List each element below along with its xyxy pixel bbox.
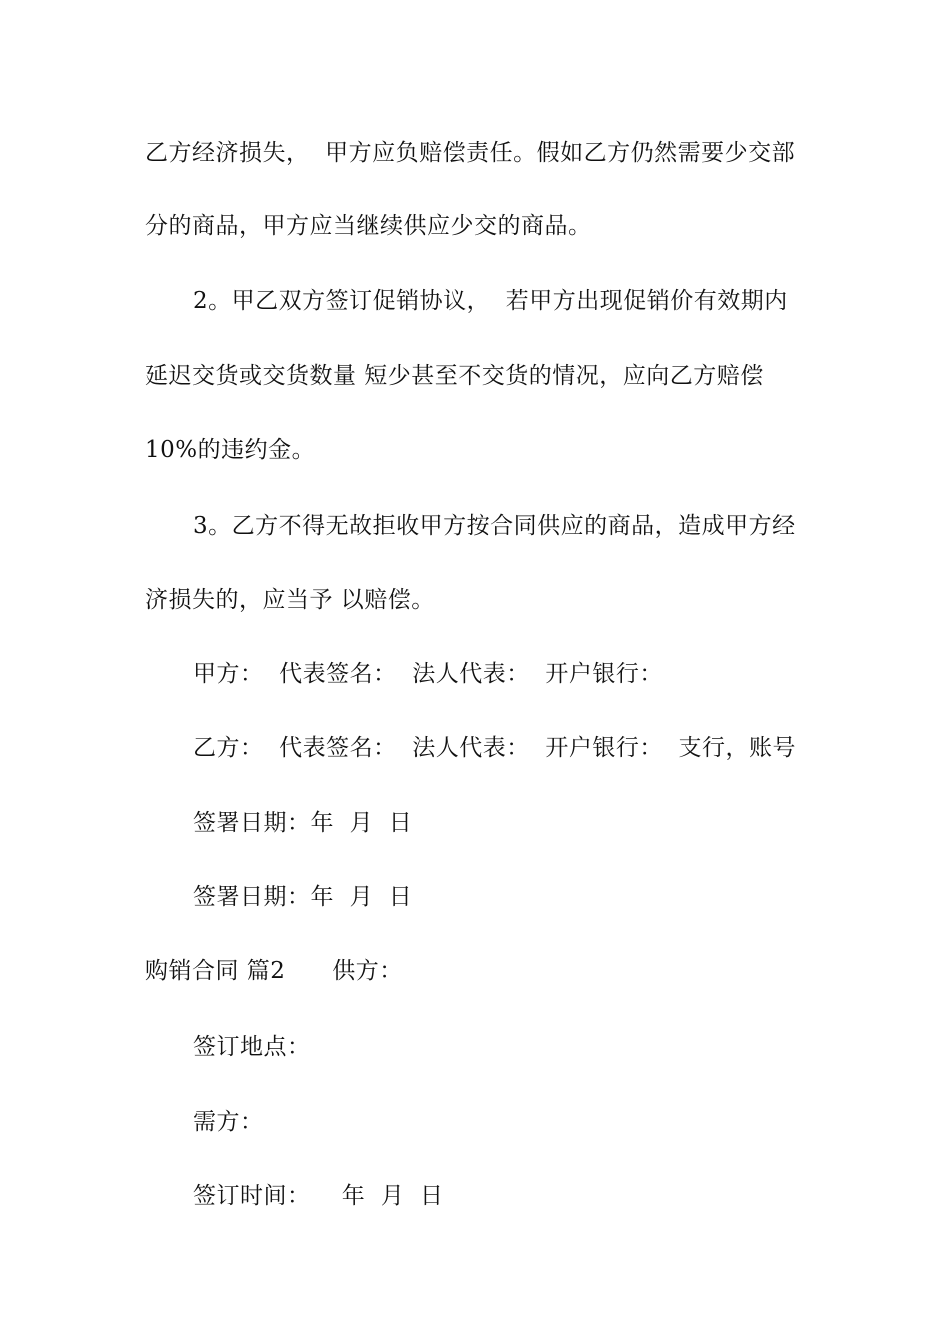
party-b-signature-line: 乙方： 代表签名： 法人代表： 开户银行： 支行，账号 — [193, 735, 796, 761]
signing-date-line-1: 签署日期：年 月 日 — [193, 810, 413, 836]
paragraph-line-supply: 分的商品，甲方应当继续供应少交的商品。 — [145, 213, 592, 239]
party-a-signature-line: 甲方： 代表签名： 法人代表： 开户银行： — [193, 661, 663, 687]
clause-3-line-2: 济损失的，应当予 以赔偿。 — [145, 587, 435, 613]
clause-3-line-1: 3。乙方不得无故拒收甲方按合同供应的商品，造成甲方经 — [193, 513, 796, 539]
buyer-line: 需方： — [193, 1109, 264, 1135]
paragraph-line-compensation: 乙方经济损失， 甲方应负赔偿责任。假如乙方仍然需要少交部 — [145, 140, 796, 166]
signing-date-line-2: 签署日期：年 月 日 — [193, 884, 413, 910]
signing-time-line: 签订时间： 年 月 日 — [193, 1183, 444, 1209]
signing-place-line: 签订地点： — [193, 1034, 311, 1060]
clause-2-line-3: 10%的违约金。 — [145, 437, 316, 463]
clause-2-line-1: 2。甲乙双方签订促销协议， 若甲方出现促销价有效期内 — [193, 288, 788, 314]
contract-2-heading: 购销合同 篇2 供方： — [145, 958, 403, 984]
clause-2-line-2: 延迟交货或交货数量 短少甚至不交货的情况，应向乙方赔偿 — [145, 363, 764, 389]
